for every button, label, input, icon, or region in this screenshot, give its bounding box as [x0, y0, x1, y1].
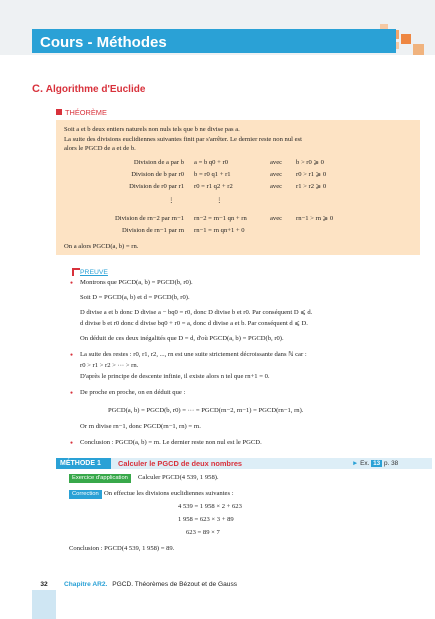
division-equation: 4 539 = 1 958 × 2 + 623 [178, 503, 242, 510]
division-avec: avec [270, 159, 283, 166]
exercise-ref-number: 13 [373, 460, 381, 467]
division-row [56, 158, 420, 168]
proof-line: Conclusion : PGCD(a, b) = rn. Le dernier reste non nul est le PGCD. [80, 439, 262, 446]
bullet-icon: ● [70, 281, 74, 286]
division-label: Division de r0 par r1 [129, 183, 184, 190]
exercise-text: Calculer PGCD(4 539, 1 958). [138, 474, 219, 481]
proof-label: PREUVE [80, 269, 108, 276]
theorem-line: La suite des divisions euclidiennes suivantes finit par s'arrêter. Le dernier reste non nul est [64, 135, 302, 143]
section-heading [32, 82, 145, 98]
proof-line: r0 > r1 > r2 > ··· > rn. [80, 362, 139, 369]
page-title: Cours - Méthodes [40, 34, 167, 51]
correction-text: On effectue les divisions euclidiennes suivantes : [104, 490, 234, 497]
division-equation: 1 958 = 623 × 3 + 89 [178, 516, 234, 523]
division-label: Division de a par b [133, 159, 184, 166]
footer-chapter: Chapitre AR2. [64, 581, 108, 588]
footer-chapter-title: PGCD. Théorèmes de Bézout et de Gauss [112, 581, 238, 588]
division-equation: b = r0 q1 + r1 [194, 171, 231, 178]
theorem-line: Soit a et b deux entiers naturels non nuls tels que b ne divise pas a. [64, 126, 240, 133]
exercise-tag: Exercice d'application [69, 474, 131, 483]
correction-tag: Correction [69, 490, 102, 499]
method-title: Calculer le PGCD de deux nombres [118, 459, 243, 468]
bullet-icon: ● [70, 391, 74, 396]
vertical-dots: ⋮ [168, 197, 175, 204]
division-row [56, 182, 420, 192]
theorem-line: alors le PGCD de a et de b. [64, 145, 136, 153]
division-equation: a = b q0 + r0 [194, 159, 228, 166]
decor-square [413, 44, 424, 55]
division-equation: r0 = r1 q2 + r2 [194, 183, 233, 190]
division-avec: avec [270, 215, 283, 222]
footer-decor [32, 590, 56, 619]
proof-line: d divise b et r0 donc d divise bq0 + r0 = a, donc d divise a et b. Par conséquent d ⩽ D. [80, 320, 308, 327]
division-row [56, 170, 420, 180]
proof-equation: PGCD(a, b) = PGCD(b, r0) = ··· = PGCD(rn−2, rn−1) = PGCD(rn−1, rn). [108, 407, 304, 414]
bullet-icon: ● [70, 353, 74, 358]
division-label: Division de rn−2 par rn−1 [115, 215, 184, 222]
proof-line: D'après le principe de descente infinie, il existe alors n tel que rn+1 = 0. [80, 373, 270, 380]
division-avec: avec [270, 171, 283, 178]
division-label: Division de rn−1 par rn [122, 227, 184, 234]
page-title-bar [32, 29, 396, 53]
proof-line: De proche en proche, on en déduit que : [80, 389, 186, 396]
section-title: Algorithme d'Euclide [45, 84, 146, 95]
theorem-label [56, 108, 107, 119]
method-conclusion: Conclusion : PGCD(4 539, 1 958) = 89. [69, 545, 175, 552]
proof-line: La suite des restes : r0, r1, r2, ..., rn est une suite strictement décroissante dans ℕ car : [80, 351, 307, 358]
division-equation: 623 = 89 × 7 [186, 529, 220, 536]
proof-line: Or rn divise rn−1, donc PGCD(rn−1, rn) = rn. [80, 423, 201, 430]
exercise-link[interactable] [352, 458, 398, 469]
bullet-icon: ● [70, 441, 74, 446]
proof-line: On déduit de ces deux inégalités que D = d, d'où PGCD(a, b) = PGCD(b, r0). [80, 335, 284, 342]
square-bullet-icon [56, 109, 62, 115]
division-equation: rn−1 = rn qn+1 + 0 [194, 227, 245, 234]
footer [60, 580, 237, 590]
proof-line: Soit D = PGCD(a, b) et d = PGCD(b, r0). [80, 294, 190, 301]
exercise-ref-page: p. 38 [384, 460, 399, 467]
exercise-ref-prefix: Ex. [360, 460, 370, 467]
division-condition: rn−1 > rn ⩾ 0 [296, 215, 334, 222]
proof-line: D divise a et b donc D divise a − bq0 = r0, donc D divise b et r0. Par conséquent D ⩽ d. [80, 309, 313, 316]
page-number: 32 [40, 581, 48, 588]
theorem-box [56, 120, 420, 255]
division-condition: r1 > r2 ⩾ 0 [296, 183, 327, 190]
division-avec: avec [270, 183, 283, 190]
vertical-dots: ⋮ [216, 197, 223, 204]
section-letter: C. [32, 83, 43, 95]
method-tag: MÉTHODE 1 [56, 458, 111, 469]
proof-line: Montrons que PGCD(a, b) = PGCD(b, r0). [80, 279, 193, 286]
division-row [56, 214, 420, 224]
division-condition: r0 > r1 ⩾ 0 [296, 171, 327, 178]
division-condition: b > r0 ⩾ 0 [296, 159, 324, 166]
division-label: Division de b par r0 [131, 171, 184, 178]
division-row [56, 226, 420, 236]
decor-square [401, 34, 411, 44]
theorem-label-text: THÉORÈME [65, 108, 107, 117]
arrow-right-icon: ► [352, 460, 359, 467]
theorem-conclusion: On a alors PGCD(a, b) = rn. [64, 243, 139, 250]
division-equation: rn−2 = rn−1 qn + rn [194, 215, 247, 222]
